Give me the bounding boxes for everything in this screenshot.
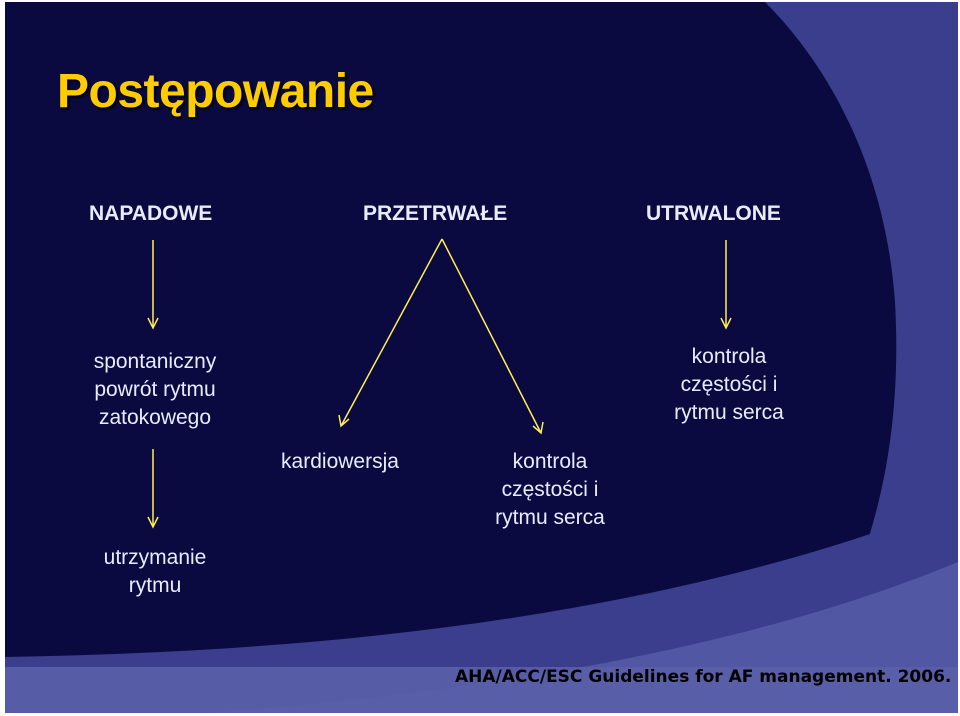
node-rate-rhythm-control-persistent: kontrola częstości i rytmu serca (495, 450, 605, 529)
header-napadowe: NAPADOWE (89, 202, 213, 225)
slide-title: Postępowanie (57, 65, 374, 118)
slide (5, 2, 958, 713)
node-spontaneous-return: spontaniczny powrót rytmu zatokowego (93, 350, 217, 429)
arrow-przetrwale-to-rate-control (442, 239, 541, 433)
citation: AHA/ACC/ESC Guidelines for AF management. 2006. (455, 667, 952, 687)
node-rhythm-maintenance: utrzymanie rytmu (103, 546, 207, 597)
header-utrwalone: UTRWALONE (646, 202, 781, 225)
header-przetrwale: PRZETRWAŁE (363, 202, 508, 225)
node-cardioversion: kardiowersja (281, 450, 399, 473)
arrow-przetrwale-to-cardioversion (341, 239, 442, 426)
node-rate-rhythm-control-permanent: kontrola częstości i rytmu serca (674, 345, 784, 424)
